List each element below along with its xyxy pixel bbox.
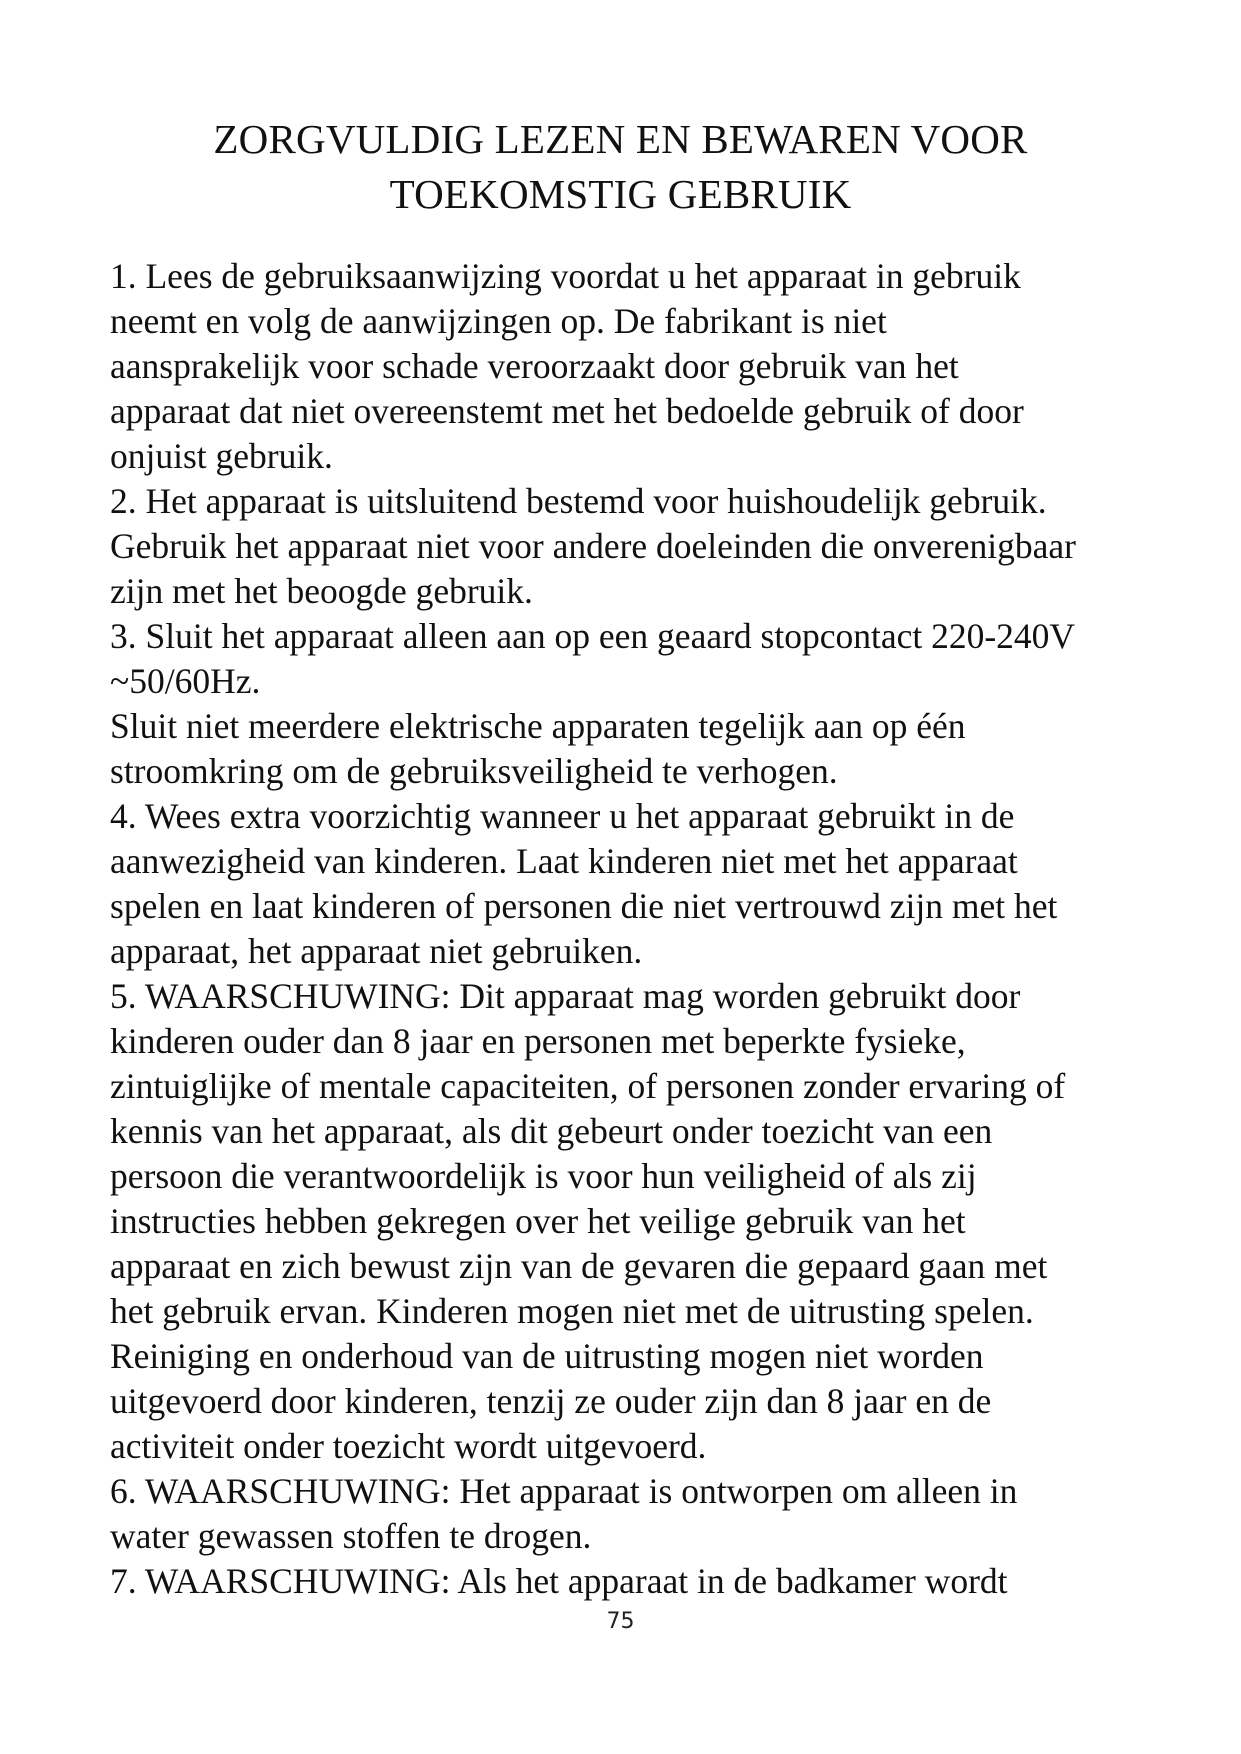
body-line: het gebruik ervan. Kinderen mogen niet met de uitrusting spelen. (110, 1291, 1034, 1331)
body-line: spelen en laat kinderen of personen die niet vertrouwd zijn met het (110, 886, 1058, 926)
body-line: uitgevoerd door kinderen, tenzij ze ouder zijn dan 8 jaar en de (110, 1381, 992, 1421)
body-line: water gewassen stoffen te drogen. (110, 1516, 592, 1556)
title-line: TOEKOMSTIG GEBRUIK (389, 171, 852, 217)
body-line: Sluit niet meerdere elektrische apparaten tegelijk aan op één (110, 706, 966, 746)
body-line: kennis van het apparaat, als dit gebeurt onder toezicht van een (110, 1111, 993, 1151)
body-line: onjuist gebruik. (110, 436, 333, 476)
page-number: 75 (606, 1609, 635, 1634)
body-line: zijn met het beoogde gebruik. (110, 571, 533, 611)
body-line: aanwezigheid van kinderen. Laat kinderen niet met het apparaat (110, 841, 1018, 881)
body-line: 4. Wees extra voorzichtig wanneer u het apparaat gebruikt in de (110, 796, 1015, 836)
body-line: kinderen ouder dan 8 jaar en personen met beperkte fysieke, (110, 1021, 966, 1061)
body-line: neemt en volg de aanwijzingen op. De fabrikant is niet (110, 301, 887, 341)
body-line: Gebruik het apparaat niet voor andere doeleinden die onverenigbaar (110, 526, 1076, 566)
body-line: 1. Lees de gebruiksaanwijzing voordat u het apparaat in gebruik (110, 256, 1021, 296)
body-line: 7. WAARSCHUWING: Als het apparaat in de badkamer wordt (110, 1561, 1008, 1601)
body-line: apparaat, het apparaat niet gebruiken. (110, 931, 643, 971)
body-line: ~50/60Hz. (110, 661, 261, 701)
body-line: 2. Het apparaat is uitsluitend bestemd voor huishoudelijk gebruik. (110, 481, 1047, 521)
body-line: instructies hebben gekregen over het veilige gebruik van het (110, 1201, 966, 1241)
body-line: 3. Sluit het apparaat alleen aan op een geaard stopcontact 220-240V (110, 616, 1076, 656)
body-line: zintuiglijke of mentale capaciteiten, of personen zonder ervaring of (110, 1066, 1066, 1106)
body-line: 6. WAARSCHUWING: Het apparaat is ontworpen om alleen in (110, 1471, 1018, 1511)
body-line: 5. WAARSCHUWING: Dit apparaat mag worden gebruikt door (110, 976, 1021, 1016)
body-line: activiteit onder toezicht wordt uitgevoerd. (110, 1426, 707, 1466)
body-line: aansprakelijk voor schade veroorzaakt door gebruik van het (110, 346, 959, 386)
body-line: apparaat dat niet overeenstemt met het bedoelde gebruik of door (110, 391, 1024, 431)
title-line: ZORGVULDIG LEZEN EN BEWAREN VOOR (213, 116, 1028, 162)
body-line: Reiniging en onderhoud van de uitrusting mogen niet worden (110, 1336, 984, 1376)
body-line: persoon die verantwoordelijk is voor hun veiligheid of als zij (110, 1156, 977, 1196)
body-line: stroomkring om de gebruiksveiligheid te verhogen. (110, 751, 838, 791)
page-title (0, 112, 1241, 222)
body-line: apparaat en zich bewust zijn van de gevaren die gepaard gaan met (110, 1246, 1048, 1286)
instructions-body (110, 254, 1190, 1604)
